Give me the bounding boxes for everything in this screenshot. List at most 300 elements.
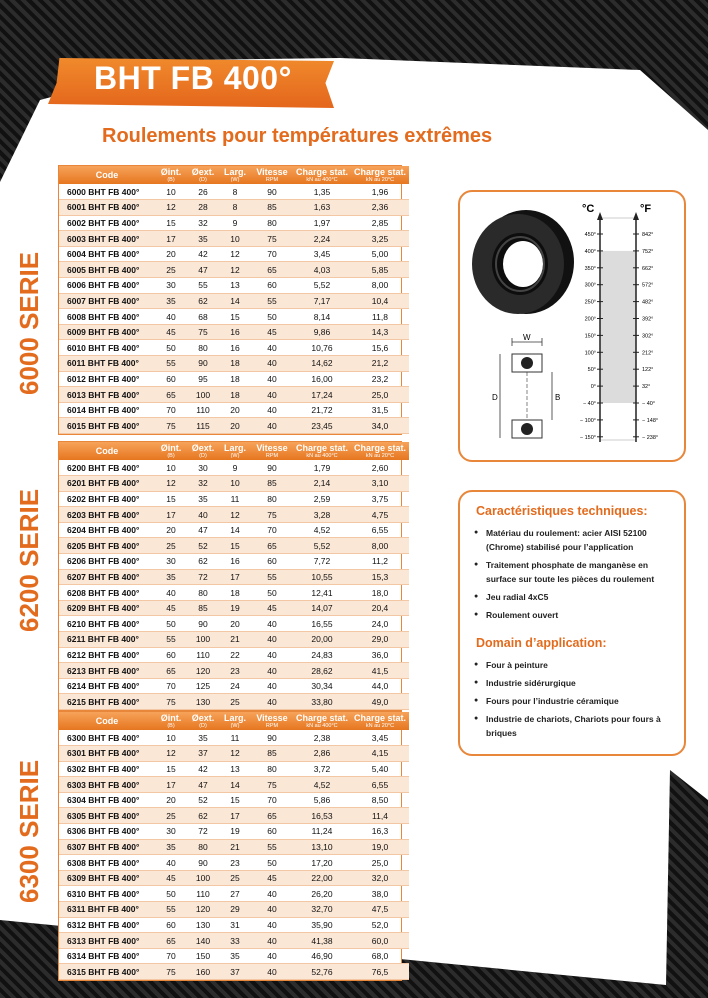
column-header-unit: RPM (265, 453, 279, 459)
table-cell: 31,5 (351, 402, 409, 418)
column-header-unit: kN au 400°C (306, 177, 338, 183)
table-cell: 7,72 (293, 554, 351, 570)
fahrenheit-tick-label: 122° (642, 367, 654, 374)
table-cell: 55 (155, 902, 187, 918)
table-cell: 10 (155, 460, 187, 476)
table-cell: 19 (219, 600, 251, 616)
table-cell: 11 (219, 491, 251, 507)
table-row (59, 538, 409, 554)
column-header-label: Charge stat. (353, 167, 406, 177)
table-cell: 20 (219, 402, 251, 418)
table-cell: 25,0 (351, 387, 409, 403)
table-cell: 65 (251, 538, 293, 554)
bearing-code-cell: 6200 BHT FB 400° (59, 460, 155, 476)
table-cell: 3,25 (351, 231, 409, 247)
table-cell: 25 (155, 538, 187, 554)
table-cell: 8 (219, 200, 251, 216)
application-item: ● Four à peinture (474, 658, 674, 672)
table-row (59, 491, 409, 507)
celsius-tick-label: 300° (584, 282, 596, 289)
table-cell: 28 (187, 200, 219, 216)
column-header (155, 442, 187, 460)
column-header-unit: (W) (230, 453, 240, 459)
table-cell: 55 (187, 278, 219, 294)
table-cell: 50 (251, 855, 293, 871)
table-row (59, 246, 409, 262)
table-cell: 40 (251, 340, 293, 356)
table-cell: 40 (251, 663, 293, 679)
column-header (59, 166, 155, 184)
fahrenheit-tick-label: 842° (642, 232, 654, 238)
fahrenheit-tick-label: 662° (642, 265, 654, 272)
table-cell: 76,5 (351, 964, 409, 980)
table-cell: 21 (219, 632, 251, 648)
bearing-code-cell: 6303 BHT FB 400° (59, 777, 155, 793)
table-cell: 40 (251, 647, 293, 663)
specs-item: ● Traitement phosphate de manganèse en surface sur toute les pièces du roulement (474, 558, 674, 586)
bearing-code-cell: 6006 BHT FB 400° (59, 278, 155, 294)
column-header (59, 712, 155, 730)
table-cell: 16,00 (293, 371, 351, 387)
bearing-code-cell: 6002 BHT FB 400° (59, 215, 155, 231)
table-cell: 2,36 (351, 200, 409, 216)
table-row (59, 278, 409, 294)
table-cell: 65 (155, 387, 187, 403)
table-cell: 2,24 (293, 231, 351, 247)
table-cell: 40 (251, 402, 293, 418)
fahrenheit-tick-label: 392° (642, 316, 654, 323)
column-header (219, 442, 251, 460)
bearing-table (59, 712, 409, 980)
table-cell: 85 (251, 476, 293, 492)
column-header-label: Øint. (160, 713, 182, 723)
table-row (59, 507, 409, 523)
table-cell: 26 (187, 184, 219, 200)
table-cell: 40 (251, 933, 293, 949)
table-header-row (59, 442, 409, 460)
table-cell: 95 (187, 371, 219, 387)
bearing-code-cell: 6201 BHT FB 400° (59, 476, 155, 492)
table-cell: 18 (219, 585, 251, 601)
table-row (59, 402, 409, 418)
table-cell: 12 (155, 200, 187, 216)
column-header (251, 442, 293, 460)
table-cell: 70 (155, 948, 187, 964)
table-row (59, 647, 409, 663)
bearing-code-cell: 6215 BHT FB 400° (59, 694, 155, 710)
table-row (59, 777, 409, 793)
column-header (187, 712, 219, 730)
table-cell: 72 (187, 824, 219, 840)
table-cell: 40 (187, 507, 219, 523)
table-cell: 17 (155, 777, 187, 793)
table-cell: 5,52 (293, 538, 351, 554)
table-cell: 46,90 (293, 948, 351, 964)
bearing-table (59, 166, 409, 434)
table-cell: 120 (187, 663, 219, 679)
bearing-code-cell: 6007 BHT FB 400° (59, 293, 155, 309)
table-cell: 32,70 (293, 902, 351, 918)
table-cell: 70 (251, 246, 293, 262)
serie-label-6300: 6300 SERIE (14, 759, 44, 903)
table-cell: 52,0 (351, 917, 409, 933)
table-cell: 100 (187, 870, 219, 886)
table-cell: 30 (155, 554, 187, 570)
table-cell: 60 (155, 917, 187, 933)
column-header-unit: kN au 20°C (365, 723, 395, 729)
serie-label-6200: 6200 SERIE (14, 488, 44, 632)
table-row (59, 616, 409, 632)
table-cell: 32,0 (351, 870, 409, 886)
table-cell: 45 (251, 870, 293, 886)
table-row (59, 356, 409, 372)
table-cell: 26,20 (293, 886, 351, 902)
table-cell: 90 (187, 616, 219, 632)
table-cell: 30 (155, 278, 187, 294)
bearing-code-cell: 6301 BHT FB 400° (59, 746, 155, 762)
table-cell: 44,0 (351, 678, 409, 694)
table-cell: 50 (155, 340, 187, 356)
column-header-label: Charge stat. (353, 443, 406, 453)
table-cell: 130 (187, 694, 219, 710)
table-cell: 25 (155, 262, 187, 278)
table-cell: 1,79 (293, 460, 351, 476)
table-6200-serie (58, 441, 406, 711)
table-cell: 30 (155, 824, 187, 840)
table-cell: 19,0 (351, 839, 409, 855)
fahrenheit-tick-label: 212° (642, 350, 654, 357)
table-row (59, 309, 409, 325)
table-cell: 40 (155, 855, 187, 871)
table-cell: 75 (251, 777, 293, 793)
fahrenheit-tick-label: − 40° (642, 401, 656, 407)
table-cell: 45 (251, 600, 293, 616)
fahrenheit-tick-label: − 148° (642, 417, 659, 424)
fahrenheit-tick-label: 482° (642, 299, 654, 306)
table-cell: 2,85 (351, 215, 409, 231)
table-cell: 41,5 (351, 663, 409, 679)
column-header-label: Code (95, 446, 119, 456)
table-cell: 21,72 (293, 402, 351, 418)
table-cell: 60 (251, 824, 293, 840)
table-cell: 65 (155, 933, 187, 949)
specs-title: Caractéristiques techniques: (476, 504, 648, 518)
table-cell: 62 (187, 293, 219, 309)
table-cell: 17 (219, 569, 251, 585)
table-cell: 47 (187, 262, 219, 278)
bearing-code-cell: 6011 BHT FB 400° (59, 356, 155, 372)
table-cell: 120 (187, 902, 219, 918)
column-header-label: Vitesse (256, 443, 288, 453)
table-cell: 3,45 (351, 730, 409, 746)
table-cell: 100 (187, 632, 219, 648)
table-cell: 45 (155, 324, 187, 340)
table-cell: 5,85 (351, 262, 409, 278)
celsius-tick-label: 250° (584, 299, 596, 306)
column-header (351, 712, 409, 730)
bearing-code-cell: 6004 BHT FB 400° (59, 246, 155, 262)
table-cell: 12 (219, 246, 251, 262)
table-cell: 16 (219, 324, 251, 340)
table-cell: 60 (155, 647, 187, 663)
column-header-label: Øext. (191, 713, 215, 723)
table-cell: 10,55 (293, 569, 351, 585)
table-cell: 60 (251, 554, 293, 570)
table-cell: 10 (219, 476, 251, 492)
bearing-code-cell: 6313 BHT FB 400° (59, 933, 155, 949)
bearing-code-cell: 6000 BHT FB 400° (59, 184, 155, 200)
table-row (59, 387, 409, 403)
column-header-label: Vitesse (256, 167, 288, 177)
bearing-code-cell: 6012 BHT FB 400° (59, 371, 155, 387)
table-cell: 110 (187, 886, 219, 902)
table-row (59, 886, 409, 902)
table-cell: 10,76 (293, 340, 351, 356)
column-header (155, 166, 187, 184)
table-cell: 60 (155, 371, 187, 387)
table-cell: 47 (187, 522, 219, 538)
table-cell: 75 (155, 964, 187, 980)
table-cell: 34,0 (351, 418, 409, 434)
table-cell: 3,10 (351, 476, 409, 492)
bearing-code-cell: 6013 BHT FB 400° (59, 387, 155, 403)
table-cell: 25 (219, 870, 251, 886)
table-cell: 15,6 (351, 340, 409, 356)
table-cell: 80 (251, 491, 293, 507)
table-cell: 17,20 (293, 855, 351, 871)
table-cell: 36,0 (351, 647, 409, 663)
table-row (59, 293, 409, 309)
table-row (59, 476, 409, 492)
table-cell: 15 (219, 538, 251, 554)
table-cell: 52,76 (293, 964, 351, 980)
table-cell: 80 (187, 340, 219, 356)
celsius-tick-label: − 40° (582, 401, 596, 407)
column-header-label: Øint. (160, 443, 182, 453)
cross-section-drawing (492, 333, 560, 438)
bearing-code-cell: 6305 BHT FB 400° (59, 808, 155, 824)
table-cell: 11,4 (351, 808, 409, 824)
column-header-unit: RPM (265, 723, 279, 729)
table-cell: 70 (155, 402, 187, 418)
bearing-code-cell: 6306 BHT FB 400° (59, 824, 155, 840)
celsius-unit: °C (582, 203, 595, 215)
table-row (59, 554, 409, 570)
table-cell: 20 (155, 792, 187, 808)
bearing-code-cell: 6212 BHT FB 400° (59, 647, 155, 663)
table-cell: 5,40 (351, 761, 409, 777)
table-cell: 24,83 (293, 647, 351, 663)
table-cell: 47,5 (351, 902, 409, 918)
table-cell: 40 (155, 585, 187, 601)
table-cell: 40 (251, 917, 293, 933)
table-cell: 17 (219, 808, 251, 824)
bearing-table (59, 442, 409, 710)
bearing-code-cell: 6315 BHT FB 400° (59, 964, 155, 980)
column-header-label: Øext. (191, 443, 215, 453)
column-header-label: Code (95, 170, 119, 180)
table-cell: 27 (219, 886, 251, 902)
table-cell: 16,3 (351, 824, 409, 840)
celsius-tick-label: 50° (587, 367, 596, 374)
celsius-tick-label: − 150° (579, 434, 596, 441)
column-header-label: Charge stat. (295, 167, 348, 177)
table-cell: 35 (219, 948, 251, 964)
column-header-unit: (W) (230, 177, 240, 183)
table-cell: 40 (251, 371, 293, 387)
table-cell: 70 (251, 522, 293, 538)
table-row (59, 964, 409, 980)
bearing-code-cell: 6001 BHT FB 400° (59, 200, 155, 216)
table-row (59, 231, 409, 247)
column-header (187, 166, 219, 184)
table-cell: 75 (155, 418, 187, 434)
table-cell: 40 (251, 886, 293, 902)
table-cell: 2,86 (293, 746, 351, 762)
table-cell: 16 (219, 554, 251, 570)
bearing-code-cell: 6206 BHT FB 400° (59, 554, 155, 570)
table-cell: 15 (219, 792, 251, 808)
table-cell: 11,24 (293, 824, 351, 840)
table-cell: 40 (251, 616, 293, 632)
column-header-label: Vitesse (256, 713, 288, 723)
table-cell: 6,55 (351, 522, 409, 538)
table-cell: 11,8 (351, 309, 409, 325)
table-cell: 55 (155, 632, 187, 648)
celsius-tick-label: 400° (584, 248, 596, 255)
bearing-code-cell: 6202 BHT FB 400° (59, 491, 155, 507)
column-header-unit: kN au 20°C (365, 453, 395, 459)
specs-item: ● Roulement ouvert (474, 608, 674, 622)
table-cell: 20 (155, 246, 187, 262)
table-cell: 15 (155, 491, 187, 507)
table-cell: 68 (187, 309, 219, 325)
bearing-code-cell: 6300 BHT FB 400° (59, 730, 155, 746)
table-cell: 40 (155, 309, 187, 325)
table-cell: 38,0 (351, 886, 409, 902)
application-list (474, 658, 674, 740)
column-header (293, 442, 351, 460)
column-header-label: Øext. (191, 167, 215, 177)
table-cell: 4,52 (293, 522, 351, 538)
table-cell: 37 (187, 746, 219, 762)
table-row (59, 917, 409, 933)
application-item: ● Industrie sidérurgique (474, 676, 674, 690)
table-row (59, 262, 409, 278)
table-cell: 17,24 (293, 387, 351, 403)
table-cell: 12 (155, 476, 187, 492)
table-cell: 25 (155, 808, 187, 824)
table-cell: 35 (155, 293, 187, 309)
table-cell: 8,00 (351, 538, 409, 554)
celsius-tick-label: − 100° (579, 417, 596, 424)
table-cell: 8 (219, 184, 251, 200)
table-cell: 80 (187, 585, 219, 601)
table-cell: 52 (187, 538, 219, 554)
table-cell: 10,4 (351, 293, 409, 309)
table-row (59, 824, 409, 840)
table-cell: 9,86 (293, 324, 351, 340)
celsius-tick-label: 150° (584, 333, 596, 340)
bearing-code-cell: 6309 BHT FB 400° (59, 870, 155, 886)
table-cell: 21,2 (351, 356, 409, 372)
table-cell: 60,0 (351, 933, 409, 949)
table-row (59, 215, 409, 231)
table-cell: 80 (251, 761, 293, 777)
bearing-code-cell: 6209 BHT FB 400° (59, 600, 155, 616)
operating-range-band (600, 251, 636, 403)
table-cell: 29 (219, 902, 251, 918)
table-row (59, 948, 409, 964)
column-header (155, 712, 187, 730)
table-row (59, 870, 409, 886)
table-cell: 14 (219, 293, 251, 309)
dim-d-label: D (492, 393, 498, 402)
table-cell: 4,03 (293, 262, 351, 278)
table-cell: 18 (219, 387, 251, 403)
column-header (59, 442, 155, 460)
table-cell: 20 (155, 522, 187, 538)
table-cell: 75 (187, 324, 219, 340)
table-cell: 30 (187, 460, 219, 476)
table-cell: 140 (187, 933, 219, 949)
table-cell: 75 (155, 694, 187, 710)
table-cell: 8,50 (351, 792, 409, 808)
celsius-tick-label: 350° (584, 265, 596, 272)
table-cell: 21 (219, 839, 251, 855)
bearing-code-cell: 6210 BHT FB 400° (59, 616, 155, 632)
specs-item: ● Jeu radial 4xC5 (474, 590, 674, 604)
column-header-label: Charge stat. (295, 713, 348, 723)
table-row (59, 600, 409, 616)
table-cell: 35,90 (293, 917, 351, 933)
table-cell: 40 (251, 356, 293, 372)
table-cell: 3,45 (293, 246, 351, 262)
table-cell: 23,45 (293, 418, 351, 434)
table-cell: 20 (219, 418, 251, 434)
table-cell: 62 (187, 554, 219, 570)
fahrenheit-tick-label: 302° (642, 333, 654, 340)
table-cell: 2,60 (351, 460, 409, 476)
table-cell: 85 (251, 746, 293, 762)
table-cell: 16,53 (293, 808, 351, 824)
bearing-code-cell: 6307 BHT FB 400° (59, 839, 155, 855)
bearing-code-cell: 6014 BHT FB 400° (59, 402, 155, 418)
table-row (59, 746, 409, 762)
table-row (59, 855, 409, 871)
table-cell: 75 (251, 231, 293, 247)
table-row (59, 371, 409, 387)
table-cell: 41,38 (293, 933, 351, 949)
fahrenheit-tick-label: 752° (642, 248, 654, 255)
table-cell: 45 (155, 600, 187, 616)
table-cell: 1,35 (293, 184, 351, 200)
table-cell: 6,55 (351, 777, 409, 793)
table-cell: 15 (219, 309, 251, 325)
table-row (59, 761, 409, 777)
application-title: Domain d’application: (476, 636, 607, 650)
bearing-diagram-panel (458, 190, 686, 462)
table-cell: 35 (155, 839, 187, 855)
application-item: ● Industrie de chariots, Chariots pour fours à briques (474, 712, 674, 740)
table-row (59, 694, 409, 710)
table-cell: 1,97 (293, 215, 351, 231)
table-cell: 11 (219, 730, 251, 746)
table-cell: 110 (187, 402, 219, 418)
specs-list (474, 526, 674, 622)
table-cell: 65 (251, 262, 293, 278)
table-cell: 50 (155, 616, 187, 632)
